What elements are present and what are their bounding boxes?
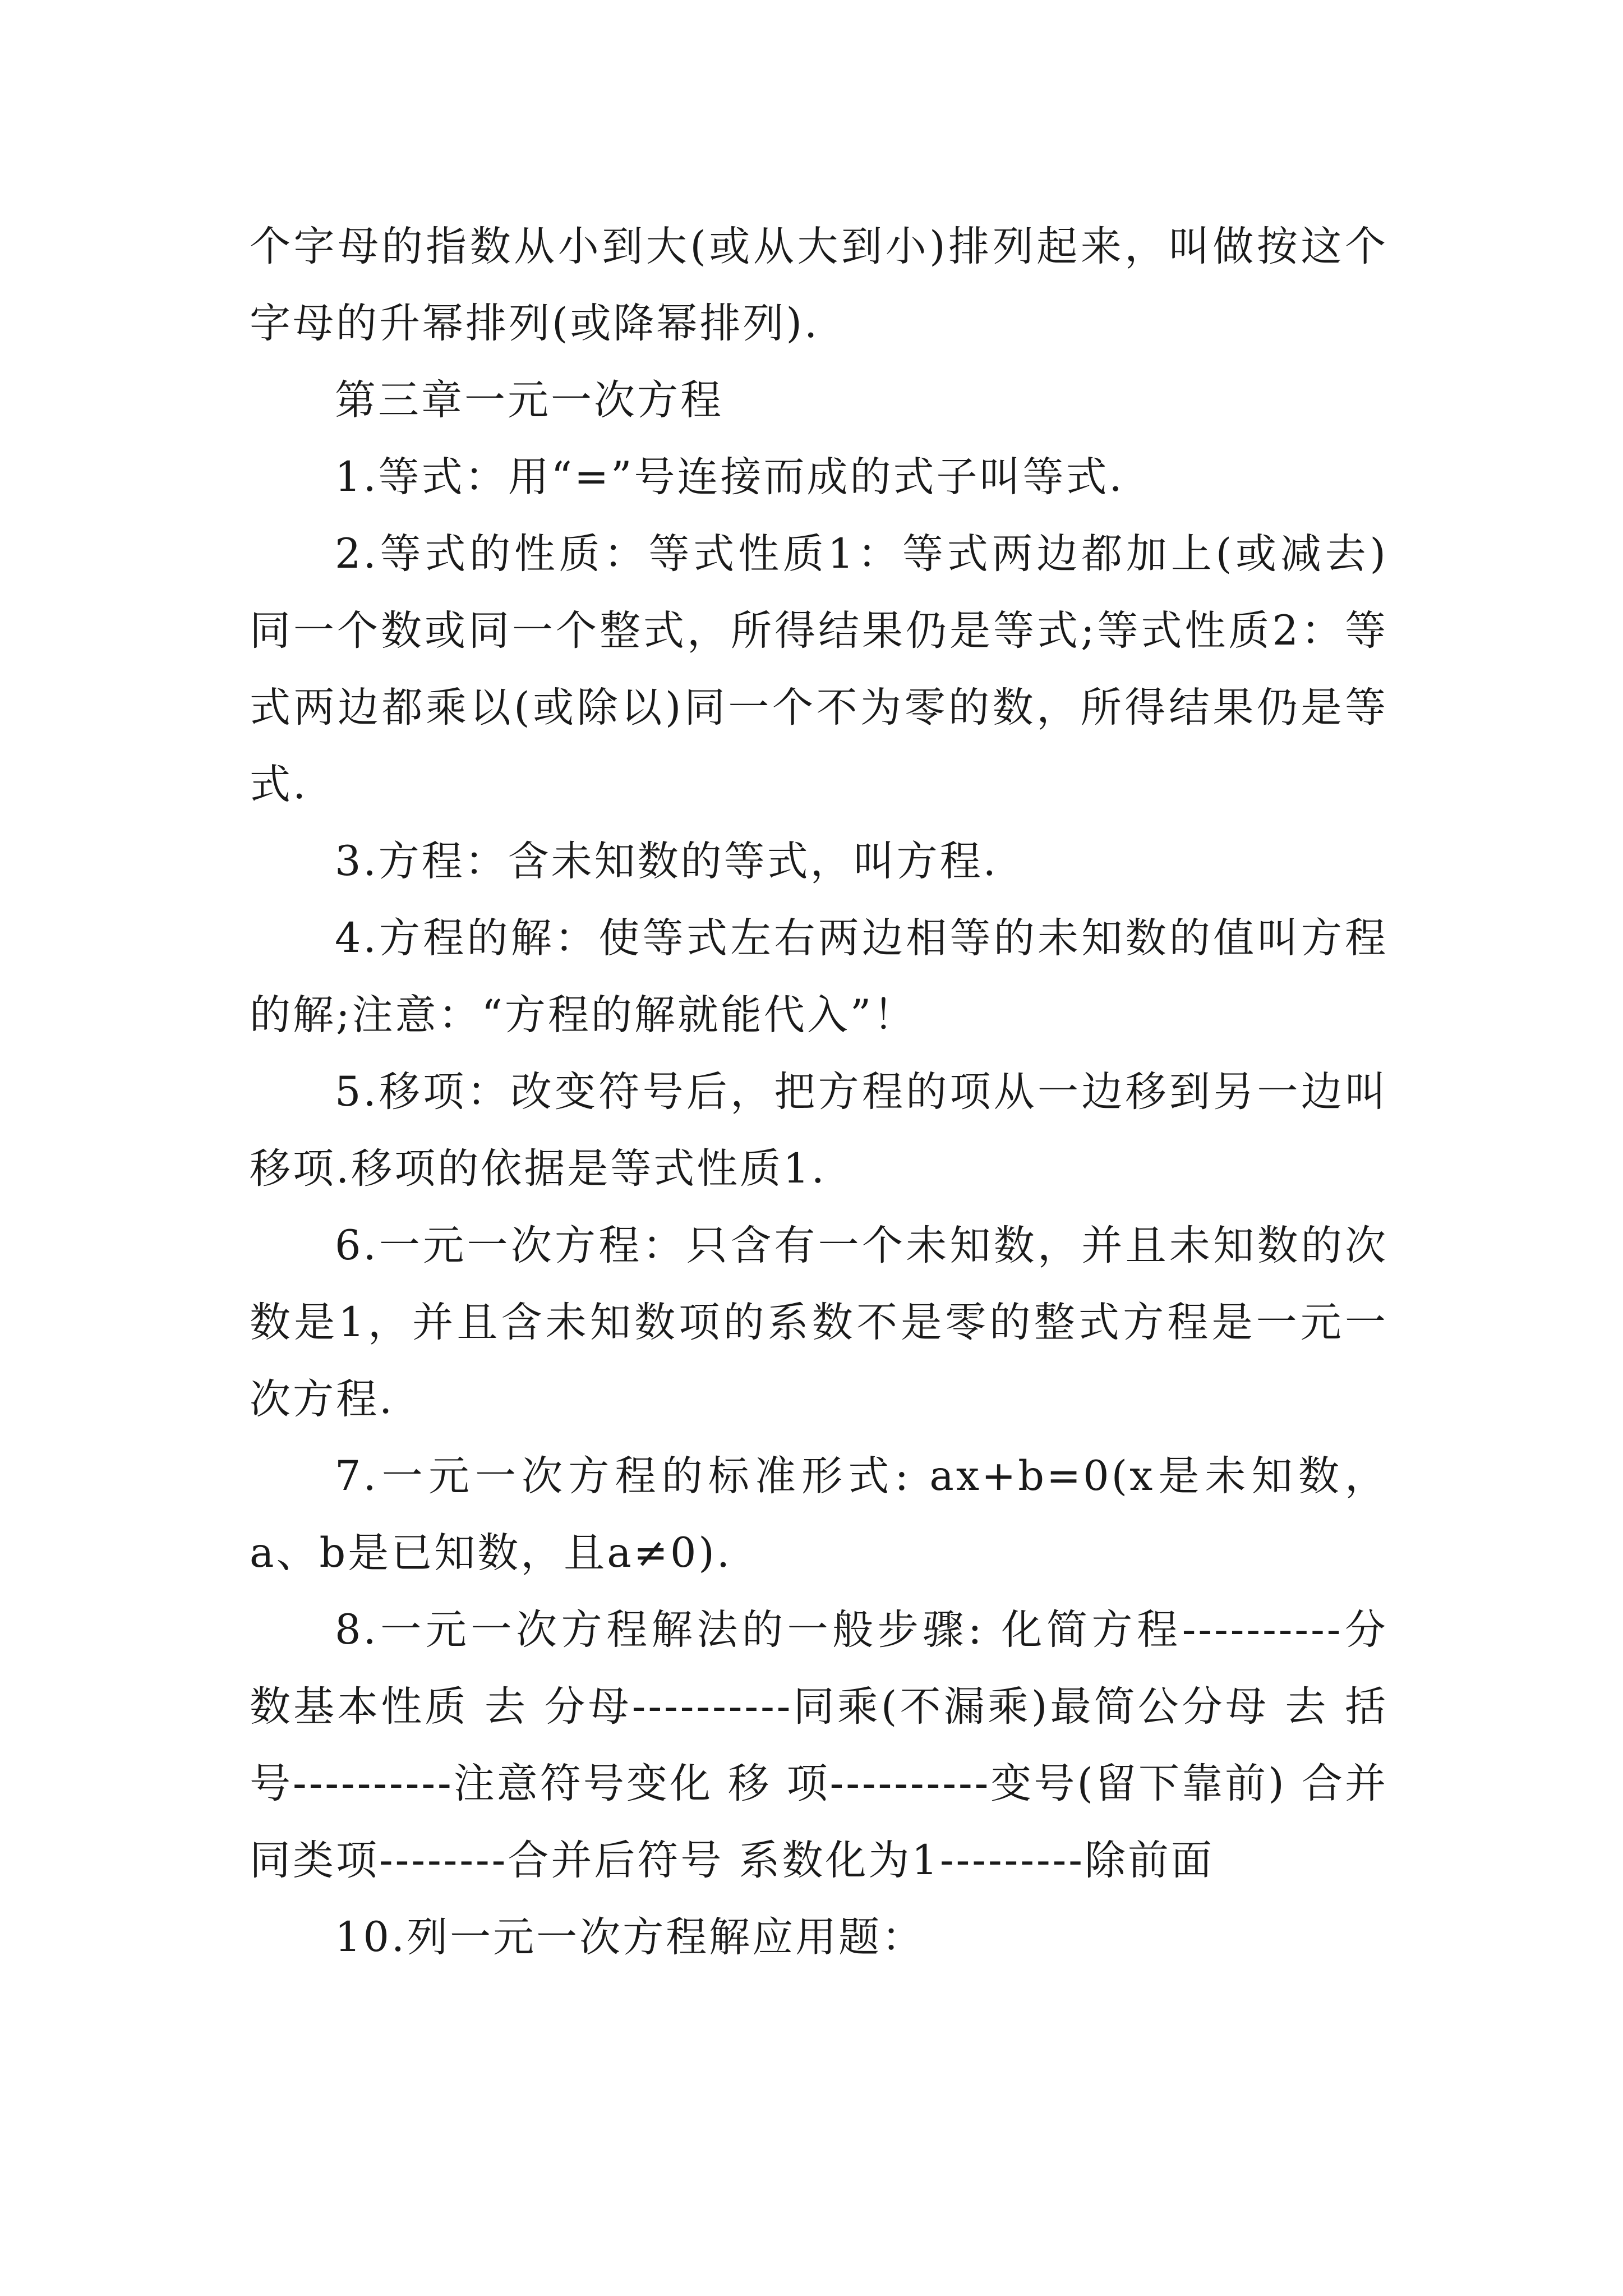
paragraph-8-solution-steps: 8.一元一次方程解法的一般步骤: 化简方程----------分数基本性质 去 分母----------同乘(不漏乘)最简公分母 去 括号----------注意符号变化 移 项----------变号(留下靠前) 合并同类项--------合并后符号 系数化为1---------除前面 — [250, 1606, 1388, 1884]
chapter-heading: 第三章一元一次方程 — [335, 376, 723, 424]
document-body — [250, 208, 1388, 1976]
paragraph-7-standard-form: 7.一元一次方程的标准形式: ax+b=0(x是未知数，a、b是已知数，且a≠0). — [250, 1452, 1388, 1577]
paragraph-1-equation-definition: 1.等式：用“=”号连接而成的式子叫等式. — [335, 453, 1124, 501]
paragraph-5-transposition: 5.移项：改变符号后，把方程的项从一边移到另一边叫移项.移项的依据是等式性质1. — [250, 1068, 1388, 1193]
paragraph-6-linear-equation: 6.一元一次方程：只含有一个未知数，并且未知数的次数是1，并且含未知数项的系数不是零的整式方程是一元一次方程. — [250, 1222, 1388, 1423]
paragraph-4-solution: 4.方程的解：使等式左右两边相等的未知数的值叫方程的解;注意：“方程的解就能代入”！ — [250, 914, 1388, 1039]
paragraph-10-word-problems: 10.列一元一次方程解应用题： — [335, 1913, 925, 1961]
paragraph-continuation: 个字母的指数从小到大(或从大到小)排列起来，叫做按这个字母的升幂排列(或降幂排列). — [250, 223, 1388, 347]
paragraph-3-equation: 3.方程：含未知数的等式，叫方程. — [335, 838, 998, 885]
paragraph-2-equation-properties: 2.等式的性质：等式性质1：等式两边都加上(或减去)同一个数或同一个整式，所得结果仍是等式;等式性质2：等式两边都乘以(或除以)同一个不为零的数，所得结果仍是等式. — [250, 530, 1388, 808]
